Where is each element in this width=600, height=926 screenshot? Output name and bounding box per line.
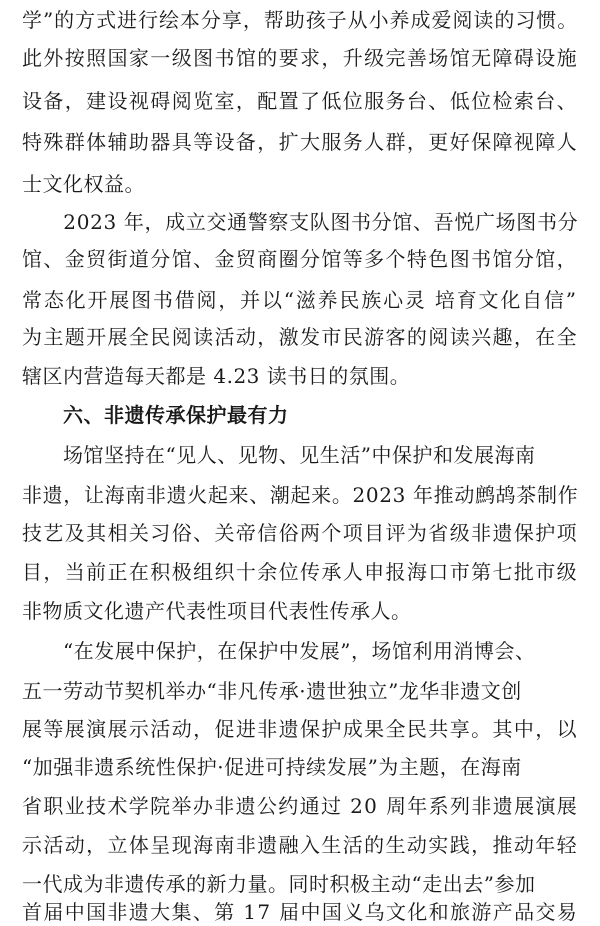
text-line: 此外按照国家一级图书馆的要求，升级完善场馆无障碍设施 — [22, 46, 578, 70]
text-line: 首届中国非遗大集、第 17 届中国义乌文化和旅游产品交易 — [22, 900, 579, 924]
text-line: 常态化开展图书借阅，并以“滋养民族心灵 培育文化自信” — [22, 288, 578, 312]
text-line: 学”的方式进行绘本分享，帮助孩子从小养成爱阅读的习惯。 — [22, 8, 579, 32]
text-line: 目，当前正在积极组织十余位传承人申报海口市第七批市级 — [22, 560, 578, 584]
text-line: 技艺及其相关习俗、关帝信俗两个项目评为省级非遗保护项 — [22, 521, 578, 545]
text-line: 辖区内营造每天都是 4.23 读书日的氛围。 — [22, 364, 411, 388]
text-line: 省职业技术学院举办非遗公约通过 20 周年系列非遗展演展 — [22, 794, 579, 818]
section-heading: 六、非遗传承保护最有力 — [22, 403, 289, 427]
text-line: 为主题开展全民阅读活动，激发市民游客的阅读兴趣，在全 — [22, 325, 578, 349]
text-line: “加强非遗系统性保护·促进可持续发展”为主题，在海南 — [22, 755, 522, 779]
text-line: 馆、金贸街道分馆、金贸商圈分馆等多个特色图书馆分馆， — [22, 247, 578, 271]
text-line: 场馆坚持在“见人、见物、见生活”中保护和发展海南 — [22, 443, 536, 467]
text-line: 示活动，立体呈现海南非遗融入生活的生动实践，推动年轻 — [22, 833, 578, 857]
text-line: 设备，建设视碍阅览室，配置了低位服务台、低位检索台、 — [22, 89, 578, 113]
text-line: 特殊群体辅助器具等设备，扩大服务人群，更好保障视障人 — [22, 130, 578, 154]
text-line: 展等展演展示活动，促进非遗保护成果全民共享。其中，以 — [22, 717, 578, 741]
text-line: 非物质文化遗产代表性项目代表性传承人。 — [22, 599, 412, 623]
text-line: 非遗，让海南非遗火起来、潮起来。2023 年推动鹧鸪茶制作 — [22, 483, 579, 507]
text-line: 五一劳动节契机举办“非凡传承·遗世独立”龙华非遗文创 — [22, 679, 522, 703]
text-line: 一代成为非遗传承的新力量。同时积极主动“走出去”参加 — [22, 872, 536, 896]
text-line: 士文化权益。 — [22, 172, 145, 196]
text-line: 2023 年，成立交通警察支队图书分馆、吾悦广场图书分 — [22, 210, 579, 234]
text-line: “在发展中保护，在保护中发展”，场馆利用消博会、 — [22, 639, 536, 663]
